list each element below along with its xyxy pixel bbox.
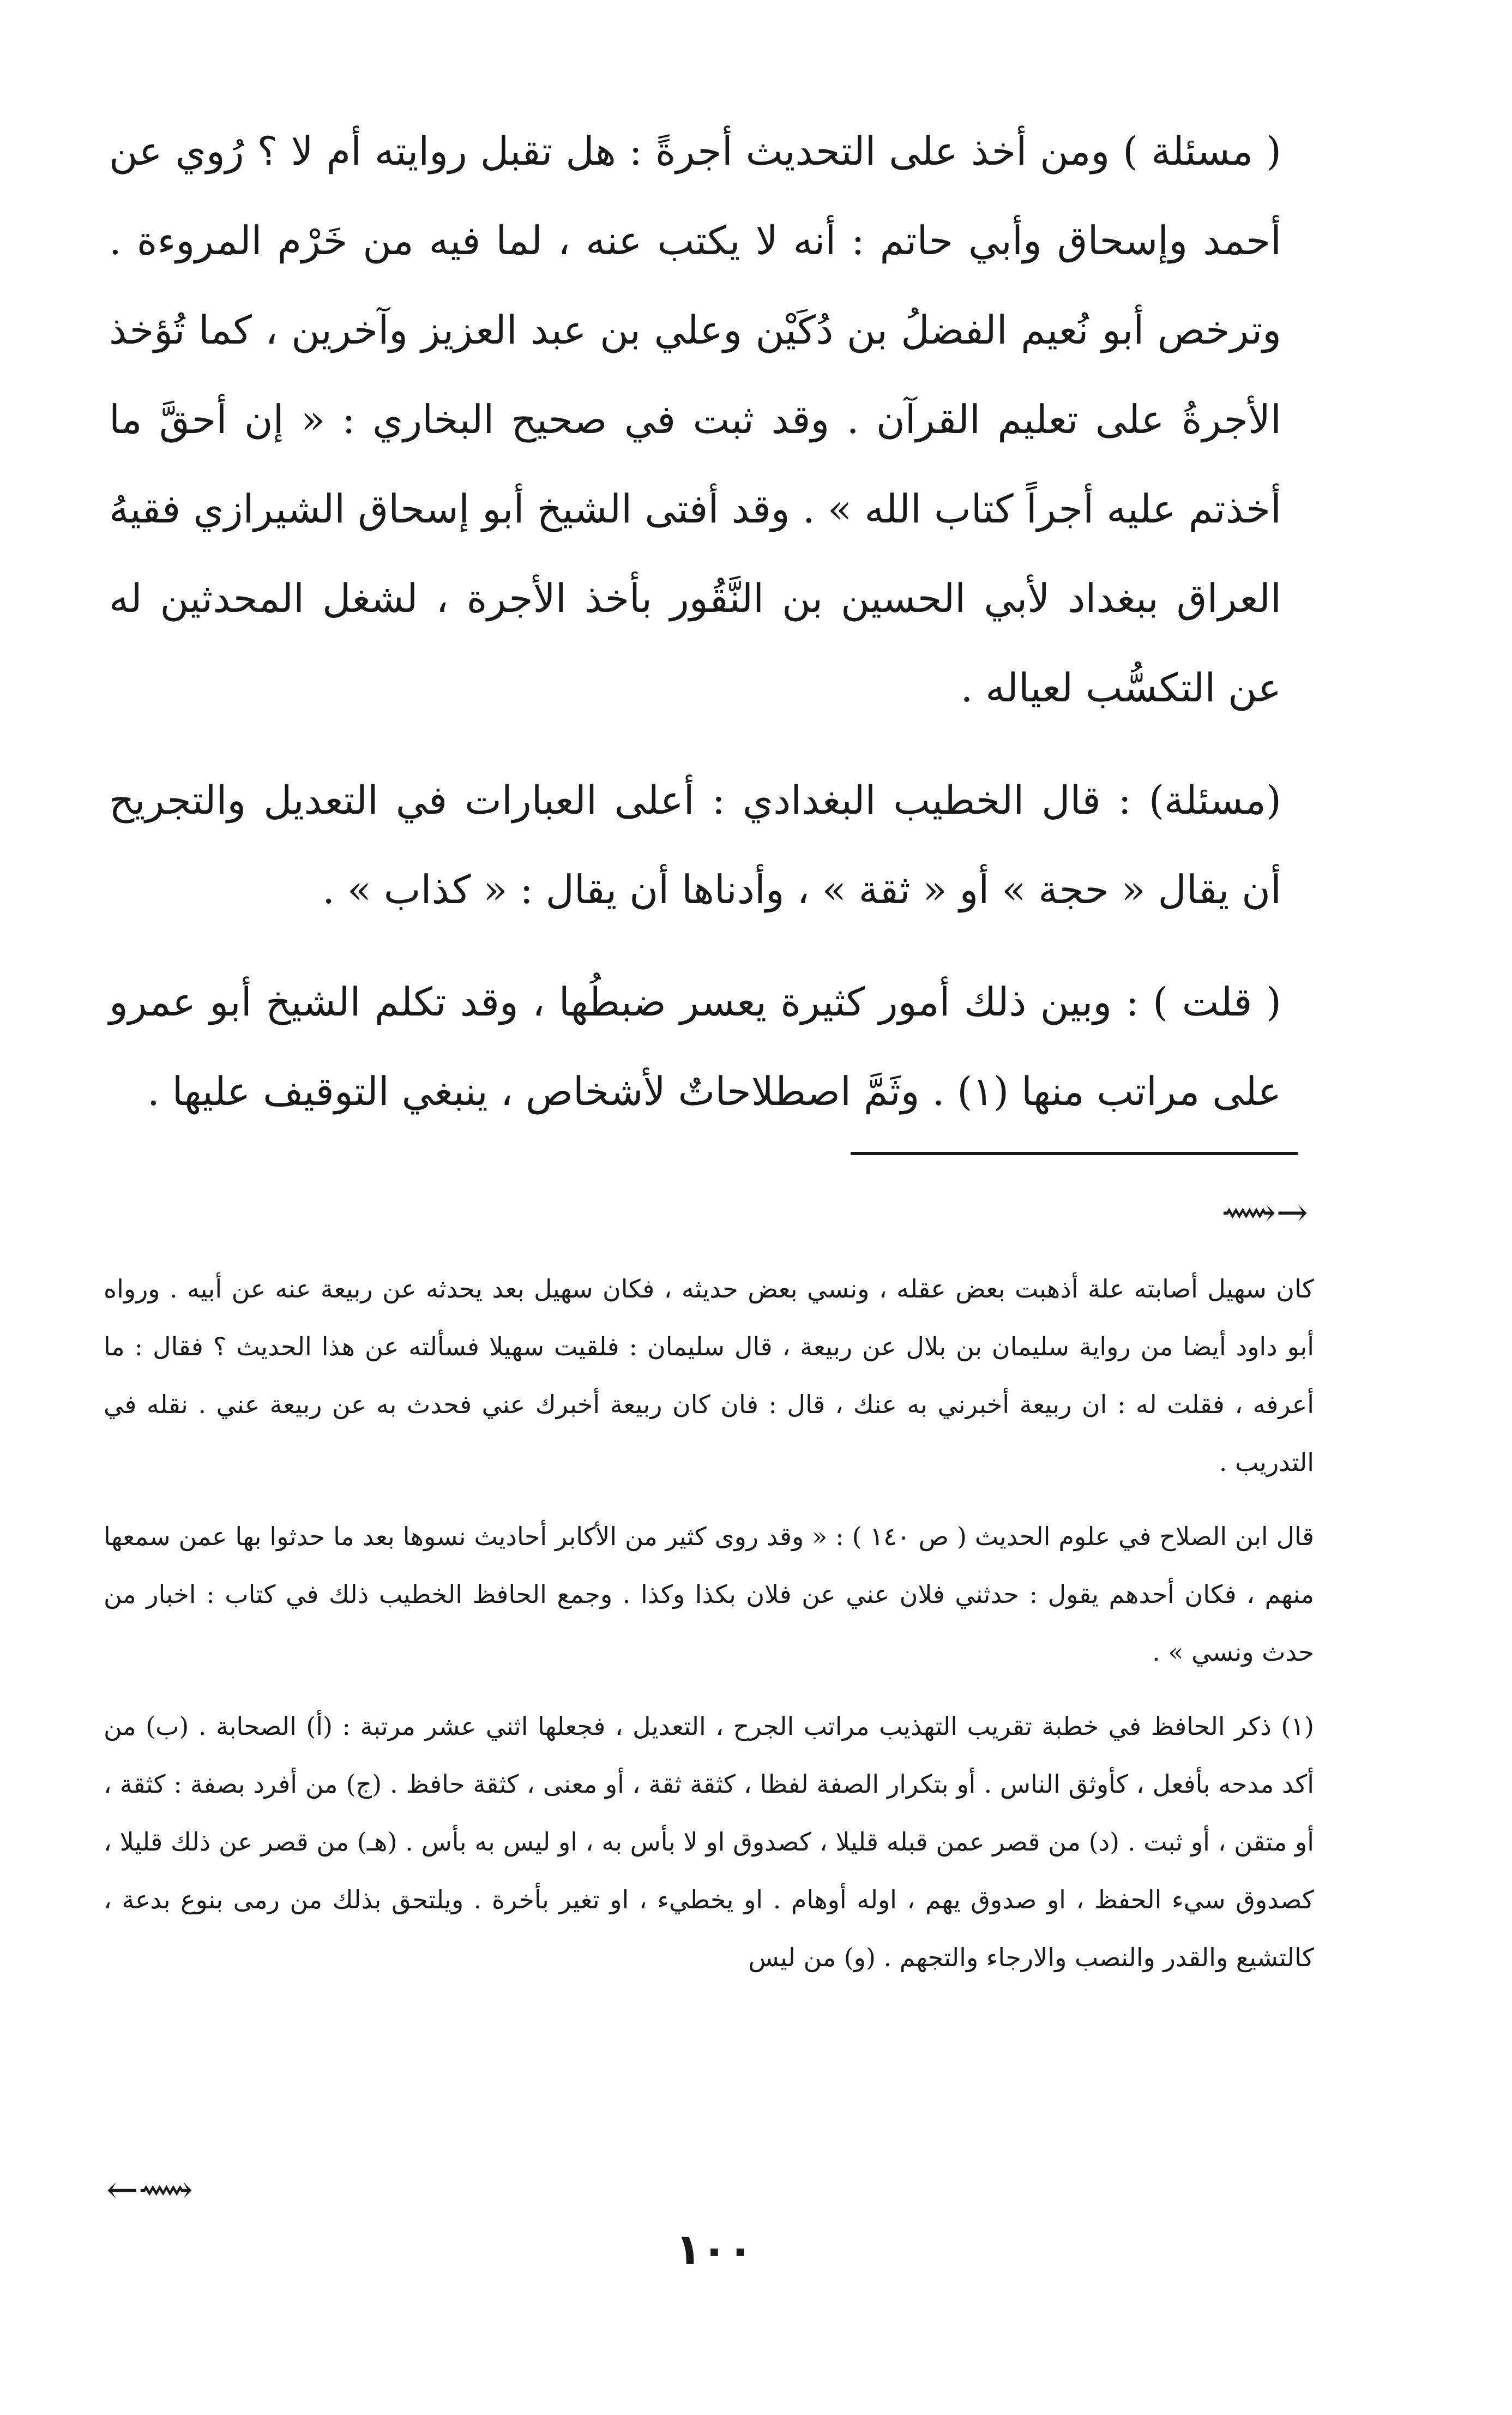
main-paragraph-khatib-grades: (مسئلة) : قال الخطيب البغدادي : أعلى العبارات في التعديل والتجريح أن يقال « حجة » أو « ثقة » ، وأدناها أن يقال : « كذاب » .	[109, 777, 1281, 912]
footnote-ibn-salah: قال ابن الصلاح في علوم الحديث ( ص ١٤٠ ) : « وقد روى كثير من الأكابر أحاديث نسوها بعد ما حدثوا بها عمن سمعها منهم ، فكان أحدهم يقول : حدثني فلان عني عن فلان بكذا وكذا . وجمع الحافظ الخطيب ذلك في كتاب : اخبار من حدث ونسي » .	[104, 1522, 1315, 1667]
main-text	[109, 106, 1281, 1159]
continuation-arrow-icon: ⟿→	[1221, 1190, 1309, 1235]
footnotes	[104, 1260, 1314, 2003]
page-number: ١٠٠	[675, 2225, 754, 2274]
main-paragraph-qultu: ( قلت ) : وبين ذلك أمور كثيرة يعسر ضبطُها ، وقد تكلم الشيخ أبو عمرو على مراتب منها (١) . وثَمَّ اصطلاحاتٌ لأشخاص ، ينبغي التوقيف عليها .	[109, 979, 1281, 1114]
footnote-1-grades: (١) ذكر الحافظ في خطبة تقريب التهذيب مراتب الجرح ، التعديل ، فجعلها اثني عشر مرتبة : (أ) الصحابة . (ب) من أكد مدحه بأفعل ، كأوثق الناس . أو بتكرار الصفة لفظا ، كثقة ثقة ، أو معنى ، كثقة حافظ . (ج) من أفرد بصفة : كثقة ، أو متقن ، أو ثبت . (د) من قصر عمن قبله قليلا ، كصدوق او لا بأس به ، او ليس به بأس . (هـ) من قصر عن ذلك قليلا ، كصدوق سيء الحفظ ، او صدوق يهم ، اوله أوهام . او يخطيء ، او تغير بأخرة . ويلتحق بذلك من رمى بنوع بدعة ، كالتشيع والقدر والنصب والارجاء والتجهم . (و) من ليس	[104, 1711, 1314, 1972]
footnote-suhail: كان سهيل أصابته علة أذهبت بعض عقله ، ونسي بعض حديثه ، فكان سهيل بعد يحدثه عن ربيعة عنه عن أبيه . ورواه أبو داود أيضا من رواية سليمان بن بلال عن ربيعة ، قال سليمان : فلقيت سهيلا فسألته عن هذا الحديث ؟ فقال : ما أعرفه ، فقلت له : ان ربيعة أخبرني به عنك ، قال : فان كان ربيعة أخبرك عني فحدث به عن ربيعة عني . نقله في التدريب .	[104, 1274, 1314, 1477]
continued-arrow-icon: ←⟿	[106, 2167, 194, 2212]
main-paragraph-paid-narration: ( مسئلة ) ومن أخذ على التحديث أجرةً : هل تقبل روايته أم لا ؟ رُوي عن أحمد وإسحاق وأبي حاتم : أنه لا يكتب عنه ، لما فيه من خَرْم المروءة . وترخص أبو نُعيم الفضلُ بن دُكَيْن وعلي بن عبد العزيز وآخرين ، كما تُؤخذ الأجرةُ على تعليم القرآن . وقد ثبت في صحيح البخاري : « إن أحقَّ ما أخذتم عليه أجراً كتاب الله » . وقد أفتى الشيخ أبو إسحاق الشيرازي فقيهُ العراق ببغداد لأبي الحسين بن النَّقُور بأخذ الأجرة ، لشغل المحدثين له عن التكسُّب لعياله .	[109, 128, 1281, 711]
footnote-separator-line	[851, 1152, 1298, 1155]
